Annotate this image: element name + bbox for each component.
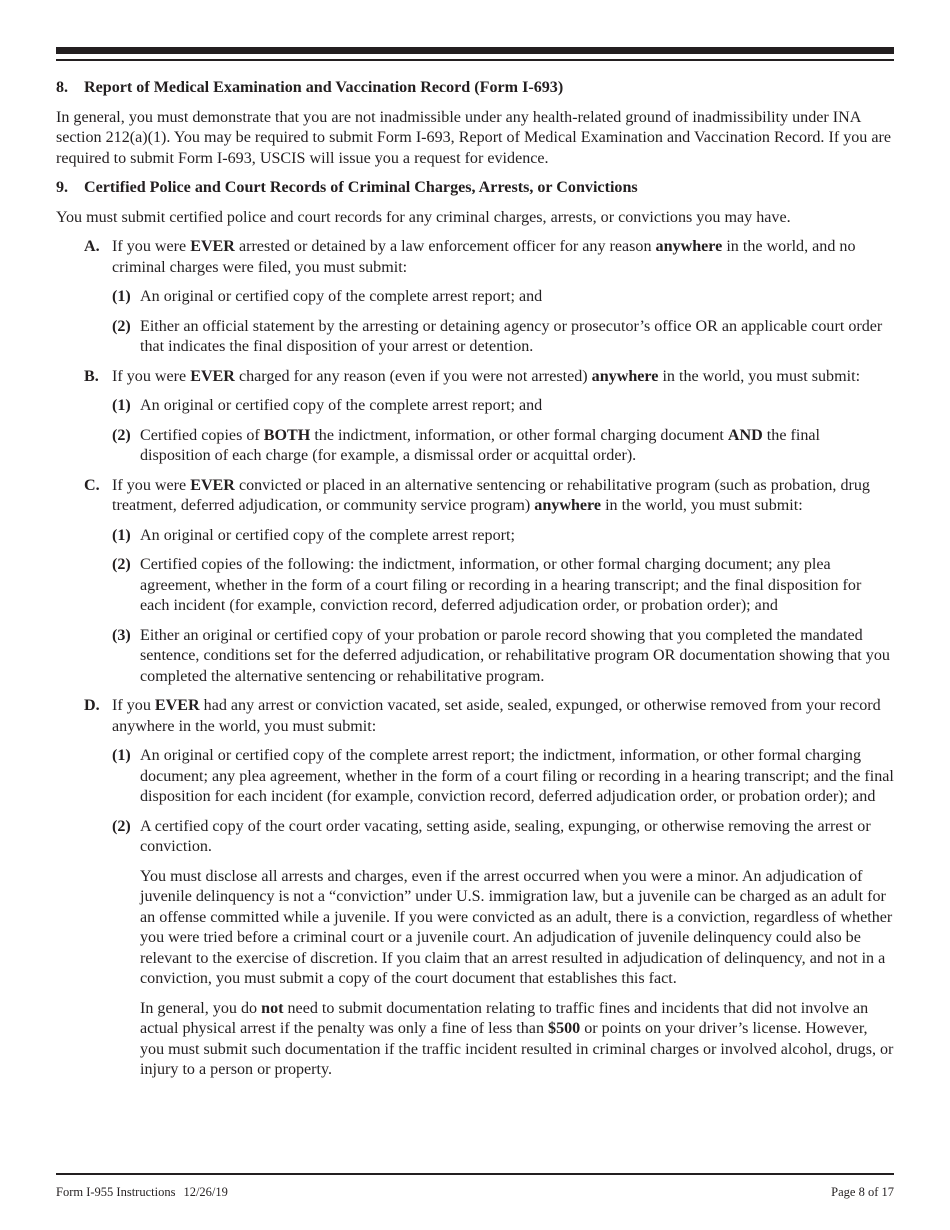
section-8-heading <box>56 78 894 99</box>
list-item-b-2 <box>56 426 894 467</box>
section-title: Report of Medical Examination and Vaccination Record (Form I-693) <box>84 79 564 96</box>
section-number: 8. <box>56 79 69 96</box>
item-marker: (2) <box>112 556 131 573</box>
list-item-b <box>56 367 894 388</box>
list-item-a-1 <box>56 287 894 308</box>
header-rule-thin <box>56 59 894 61</box>
list-item-d <box>56 696 894 737</box>
section-title: Certified Police and Court Records of Criminal Charges, Arrests, or Convictions <box>84 179 638 196</box>
item-text: Either an official statement by the arresting or detaining agency or prosecutor’s office OR an applicable court order that indicates the final disposition of your arrest or detention. <box>140 317 883 355</box>
list-item-d-1 <box>56 746 894 808</box>
item-text: Either an original or certified copy of your probation or parole record showing that you completed the mandated sentence, conditions set for the deferred adjudication, or rehabilitative program OR documentation showing that you completed the alternative sentencing or rehabilitative program. <box>140 626 890 685</box>
footer-page-number: Page 8 of 17 <box>831 1185 894 1199</box>
item-marker: (1) <box>112 526 131 544</box>
item-marker: D. <box>84 697 100 714</box>
juvenile-note: You must disclose all arrests and charges, even if the arrest occurred when you were a minor. An adjudication of juvenile delinquency is not a “conviction” under U.S. immigration law, but a juvenile can be charged as an adult for an offense committed while a juvenile. If you were convicted as an adult, there is a conviction, regardless of whether you were tried before a criminal court or a juvenile court. An adjudication of juvenile delinquency could also be relevant to the exercise of discretion. If you claim that an arrest resulted in adjudication of delinquency, and not in a conviction, you must submit a copy of the court document that establishes this fact. <box>140 867 893 987</box>
traffic-note: In general, you do not need to submit documentation relating to traffic fines and incidents that did not involve an actual physical arrest if the penalty was only a fine of less than $500 or points on your driver’s license. However, you must submit such documentation if the traffic incident resulted in criminal charges or involved alcohol, drugs, or injury to a person or property. <box>140 999 894 1078</box>
item-text: If you EVER had any arrest or conviction vacated, set aside, sealed, expunged, or otherwise removed from your record anywhere in the world, you must submit: <box>112 697 881 735</box>
list-item-c-3 <box>56 626 894 688</box>
item-marker: (1) <box>112 747 131 764</box>
item-marker: (2) <box>112 426 131 444</box>
item-marker: (2) <box>112 817 131 835</box>
list-item-c-1 <box>56 526 894 547</box>
item-marker: C. <box>84 476 100 494</box>
item-marker: A. <box>84 238 100 255</box>
item-text: If you were EVER charged for any reason (even if you were not arrested) anywhere in the world, you must submit: <box>112 367 861 385</box>
section-number: 9. <box>56 179 69 196</box>
footer-rule <box>56 1173 894 1175</box>
item-text: An original or certified copy of the complete arrest report; <box>140 526 515 544</box>
list-item-b-1 <box>56 396 894 417</box>
section-9-heading <box>56 178 894 199</box>
item-text: Certified copies of BOTH the indictment, information, or other formal charging document AND the final disposition of each charge (for example, a dismissal order or acquittal order). <box>140 426 820 464</box>
item-text: An original or certified copy of the complete arrest report; and <box>140 397 543 414</box>
item-marker: (1) <box>112 288 131 305</box>
footer-form-name: Form I-955 Instructions <box>56 1185 176 1199</box>
list-item-a-2 <box>56 317 894 358</box>
list-item-a <box>56 237 894 278</box>
footer-edition-date: 12/26/19 <box>183 1185 228 1199</box>
item-marker: (3) <box>112 626 131 644</box>
item-text: An original or certified copy of the complete arrest report; and <box>140 288 543 305</box>
list-item-c-2 <box>56 555 894 617</box>
item-marker: B. <box>84 367 99 385</box>
list-item-d-2 <box>56 817 894 858</box>
header-rule-thick <box>56 47 894 54</box>
item-text: If you were EVER arrested or detained by a law enforcement officer for any reason anywhere in the world, and no criminal charges were filed, you must submit: <box>112 238 856 276</box>
page-footer <box>56 1184 894 1200</box>
item-marker: (2) <box>112 317 131 335</box>
item-marker: (1) <box>112 397 131 414</box>
section-8-paragraph: In general, you must demonstrate that you are not inadmissible under any health-related ground of inadmissibility under INA section 212(a)(1). You may be required to submit Form I-693, Report of Medical Examination and Vaccination Record. If you are required to submit Form I-693, USCIS will issue you a request for evidence. <box>56 108 892 167</box>
item-text: An original or certified copy of the complete arrest report; the indictment, information, or other formal charging document; any plea agreement, whether in the form of a court filing or recording in a hearing transcript; and the final disposition for each incident (for example, conviction record, deferred adjudication order, or probation order); and <box>140 747 894 805</box>
item-text: Certified copies of the following: the indictment, information, or other formal charging document; any plea agreement, whether in the form of a court filing or recording in a hearing transcript; and the final disposition for each incident (for example, conviction record, deferred adjudication order, or probation order); and <box>140 556 862 614</box>
footer-form-info <box>56 1184 228 1200</box>
item-text: A certified copy of the court order vacating, setting aside, sealing, expunging, or otherwise removing the arrest or conviction. <box>140 817 871 855</box>
list-item-c <box>56 476 894 517</box>
page-content <box>56 78 894 1090</box>
section-9-intro: You must submit certified police and court records for any criminal charges, arrests, or convictions you may have. <box>56 208 791 226</box>
item-text: If you were EVER convicted or placed in an alternative sentencing or rehabilitative program (such as probation, drug treatment, deferred adjudication, or community service program) anywhere in the world, you must submit: <box>112 476 870 514</box>
